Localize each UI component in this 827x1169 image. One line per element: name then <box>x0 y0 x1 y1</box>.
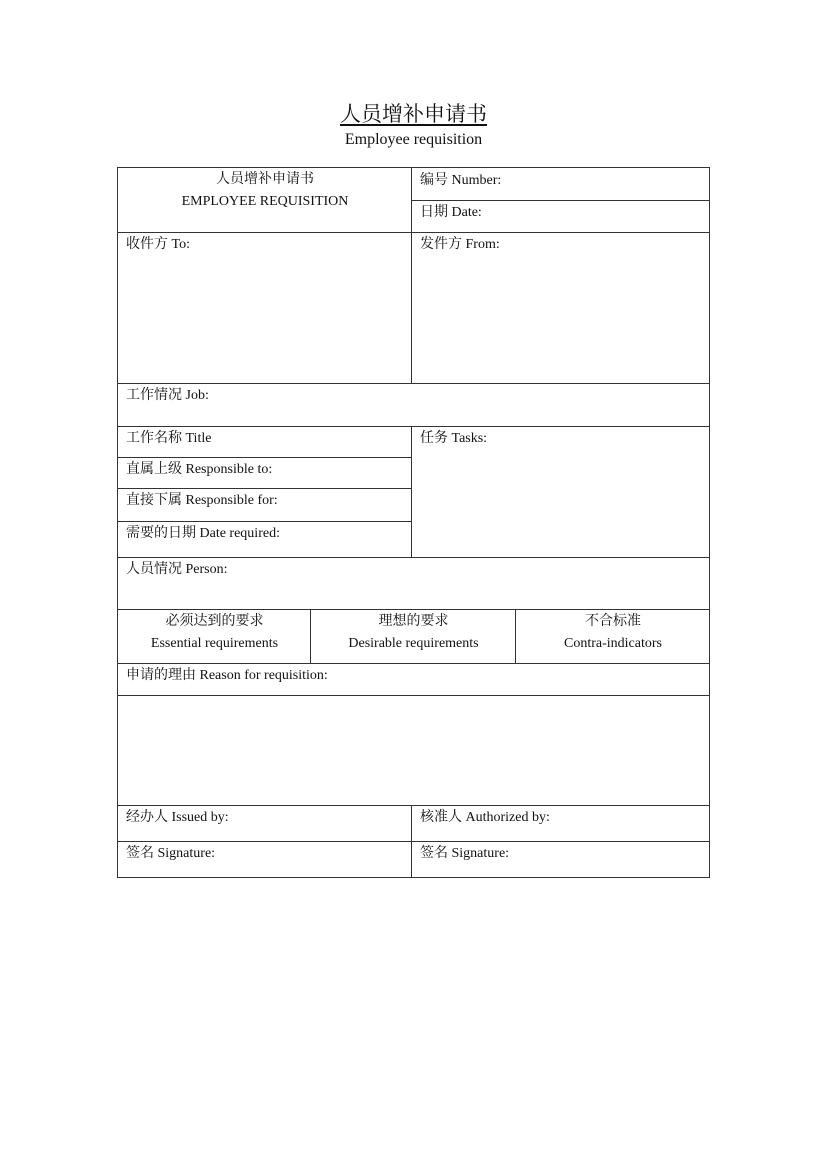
form-title-cn: 人员增补申请书 <box>216 172 314 187</box>
desirable-requirements-en: Desirable requirements <box>348 636 479 651</box>
essential-requirements-header <box>118 611 311 655</box>
page-subtitle: Employee requisition <box>344 131 483 148</box>
signature-right-label: 签名 Signature: <box>420 846 510 861</box>
number-field[interactable] <box>412 168 710 201</box>
reason-field[interactable] <box>118 696 710 806</box>
divider <box>411 426 412 558</box>
page-title <box>0 101 827 127</box>
divider <box>118 695 710 696</box>
signature-left-field[interactable] <box>118 842 412 878</box>
divider <box>118 457 412 458</box>
divider <box>118 841 710 842</box>
divider <box>118 805 710 806</box>
page-title-text: 人员增补申请书 <box>340 102 487 126</box>
tasks-field[interactable] <box>412 427 710 558</box>
divider <box>118 663 710 664</box>
issued-by-label: 经办人 Issued by: <box>126 810 229 825</box>
reason-label-row <box>118 664 710 696</box>
date-required-field[interactable] <box>118 522 412 558</box>
person-label: 人员情况 Person: <box>126 562 228 577</box>
tasks-label: 任务 Tasks: <box>420 431 488 446</box>
signature-right-field[interactable] <box>412 842 710 878</box>
divider <box>118 426 710 427</box>
divider <box>310 609 311 664</box>
desirable-requirements-cn: 理想的要求 <box>378 614 449 629</box>
contra-indicators-header <box>516 611 710 655</box>
divider <box>118 488 412 489</box>
divider <box>515 609 516 664</box>
responsible-to-field[interactable] <box>118 458 412 489</box>
responsible-for-field[interactable] <box>118 489 412 522</box>
job-section <box>118 384 710 427</box>
issued-by-field[interactable] <box>118 806 412 842</box>
authorized-by-field[interactable] <box>412 806 710 842</box>
job-label: 工作情况 Job: <box>126 388 209 403</box>
essential-requirements-cn: 必须达到的要求 <box>165 614 264 629</box>
number-label: 编号 Number: <box>420 173 502 188</box>
date-required-label: 需要的日期 Date required: <box>126 526 280 541</box>
divider <box>118 521 412 522</box>
contra-indicators-en: Contra-indicators <box>564 636 662 651</box>
date-label: 日期 Date: <box>420 205 482 220</box>
authorized-by-label: 核准人 Authorized by: <box>420 810 550 825</box>
divider <box>118 609 710 610</box>
person-section <box>118 558 710 610</box>
to-label: 收件方 To: <box>126 237 190 252</box>
signature-left-label: 签名 Signature: <box>126 846 216 861</box>
contra-indicators-cn: 不合标准 <box>585 614 641 629</box>
divider <box>118 557 710 558</box>
requisition-form <box>117 167 710 878</box>
to-field[interactable] <box>118 233 412 384</box>
form-title-block <box>118 169 412 213</box>
desirable-requirements-header <box>311 611 516 655</box>
divider <box>118 232 710 233</box>
responsible-for-label: 直接下属 Responsible for: <box>126 493 278 508</box>
divider <box>411 200 710 201</box>
job-title-label: 工作名称 Title <box>126 431 212 446</box>
essential-requirements-en: Essential requirements <box>150 636 279 651</box>
responsible-to-label: 直属上级 Responsible to: <box>126 462 273 477</box>
date-field[interactable] <box>412 201 710 233</box>
job-title-field[interactable] <box>118 427 412 458</box>
from-label: 发件方 From: <box>420 237 500 252</box>
divider <box>118 383 710 384</box>
from-field[interactable] <box>412 233 710 384</box>
form-title-en: EMPLOYEE REQUISITION <box>181 194 349 209</box>
reason-label: 申请的理由 Reason for requisition: <box>126 668 328 683</box>
